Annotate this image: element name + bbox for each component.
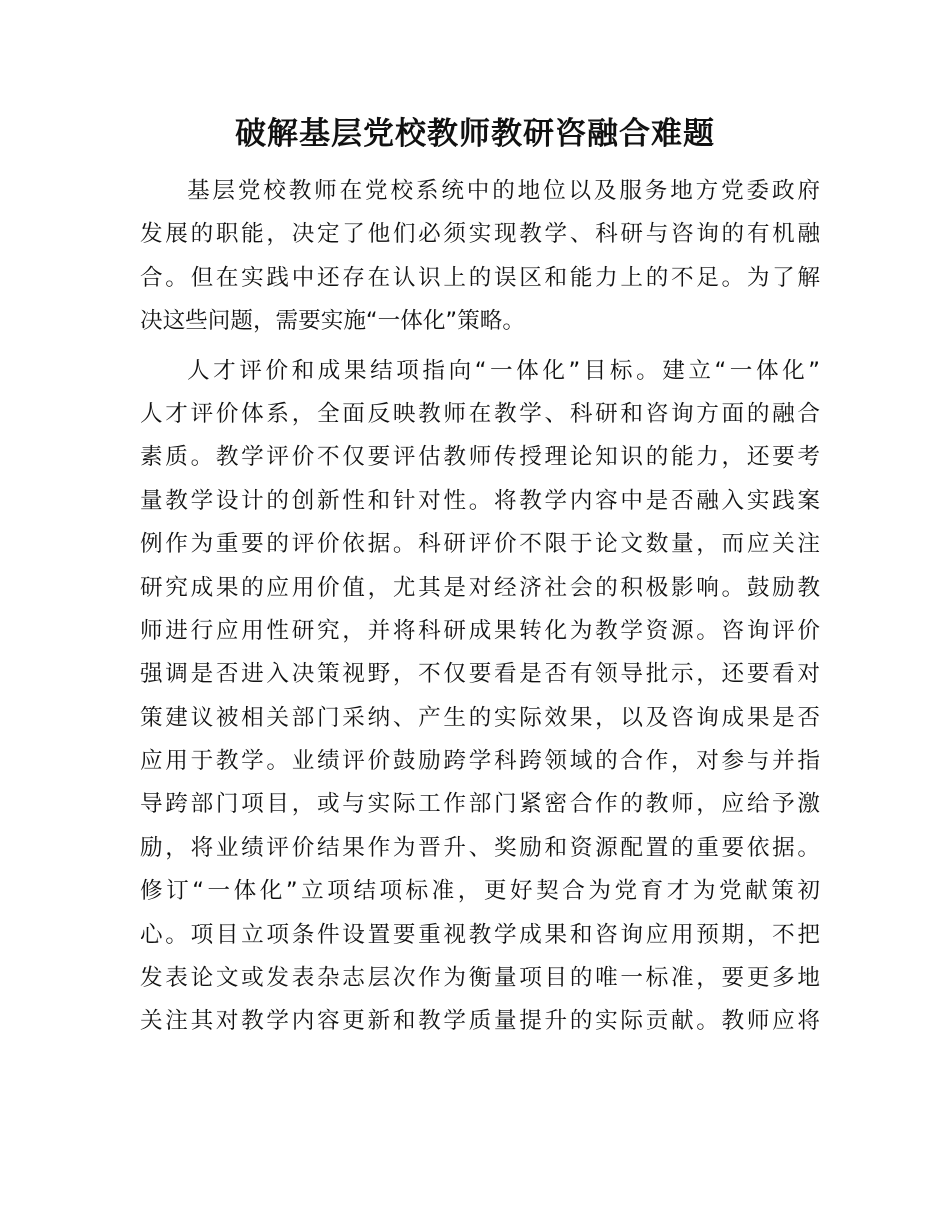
document-body	[140, 170, 820, 1044]
text-line: 策建议被相关部门采纳、产生的实际效果，以及咨询成果是否	[140, 704, 820, 731]
text-line: 研究成果的应用价值，尤其是对经济社会的积极影响。鼓励教	[140, 574, 820, 601]
text-line: 人才评价体系，全面反映教师在教学、科研和咨询方面的融合	[140, 400, 820, 427]
document-title: 破解基层党校教师教研咨融合难题	[235, 116, 715, 152]
text-line: 合。但在实践中还存在认识上的误区和能力上的不足。为了解	[140, 264, 820, 291]
text-line: 师进行应用性研究，并将科研成果转化为教学资源。咨询评价	[140, 617, 820, 644]
text-line: 发展的职能，决定了他们必须实现教学、科研与咨询的有机融	[140, 221, 820, 248]
text-line: 关注其对教学内容更新和教学质量提升的实际贡献。教师应将	[140, 1008, 820, 1035]
paragraph-1	[140, 170, 820, 344]
text-line: 导跨部门项目，或与实际工作部门紧密合作的教师，应给予激	[140, 791, 820, 818]
text-line: 应用于教学。业绩评价鼓励跨学科跨领域的合作，对参与并指	[140, 748, 820, 775]
text-line: 决这些问题，需要实施“一体化”策略。	[140, 308, 525, 335]
text-line: 素质。教学评价不仅要评估教师传授理论知识的能力，还要考	[140, 444, 820, 471]
text-line: 基层党校教师在党校系统中的地位以及服务地方党委政府	[187, 178, 820, 204]
text-line: 发表论文或发表杂志层次作为衡量项目的唯一标准，要更多地	[140, 965, 820, 992]
text-line: 心。项目立项条件设置要重视教学成果和咨询应用预期，不把	[140, 921, 820, 948]
text-line: 强调是否进入决策视野，不仅要看是否有领导批示，还要看对	[140, 661, 820, 688]
text-line: 励，将业绩评价结果作为晋升、奖励和资源配置的重要依据。	[140, 834, 820, 861]
text-line: 人才评价和成果结项指向“一体化”目标。建立“一体化”	[187, 357, 820, 384]
paragraph-2	[140, 350, 820, 1044]
text-line: 量教学设计的创新性和针对性。将教学内容中是否融入实践案	[140, 487, 820, 514]
text-line: 例作为重要的评价依据。科研评价不限于论文数量，而应关注	[140, 531, 820, 558]
text-line: 修订“一体化”立项结项标准，更好契合为党育才为党献策初	[140, 878, 820, 905]
